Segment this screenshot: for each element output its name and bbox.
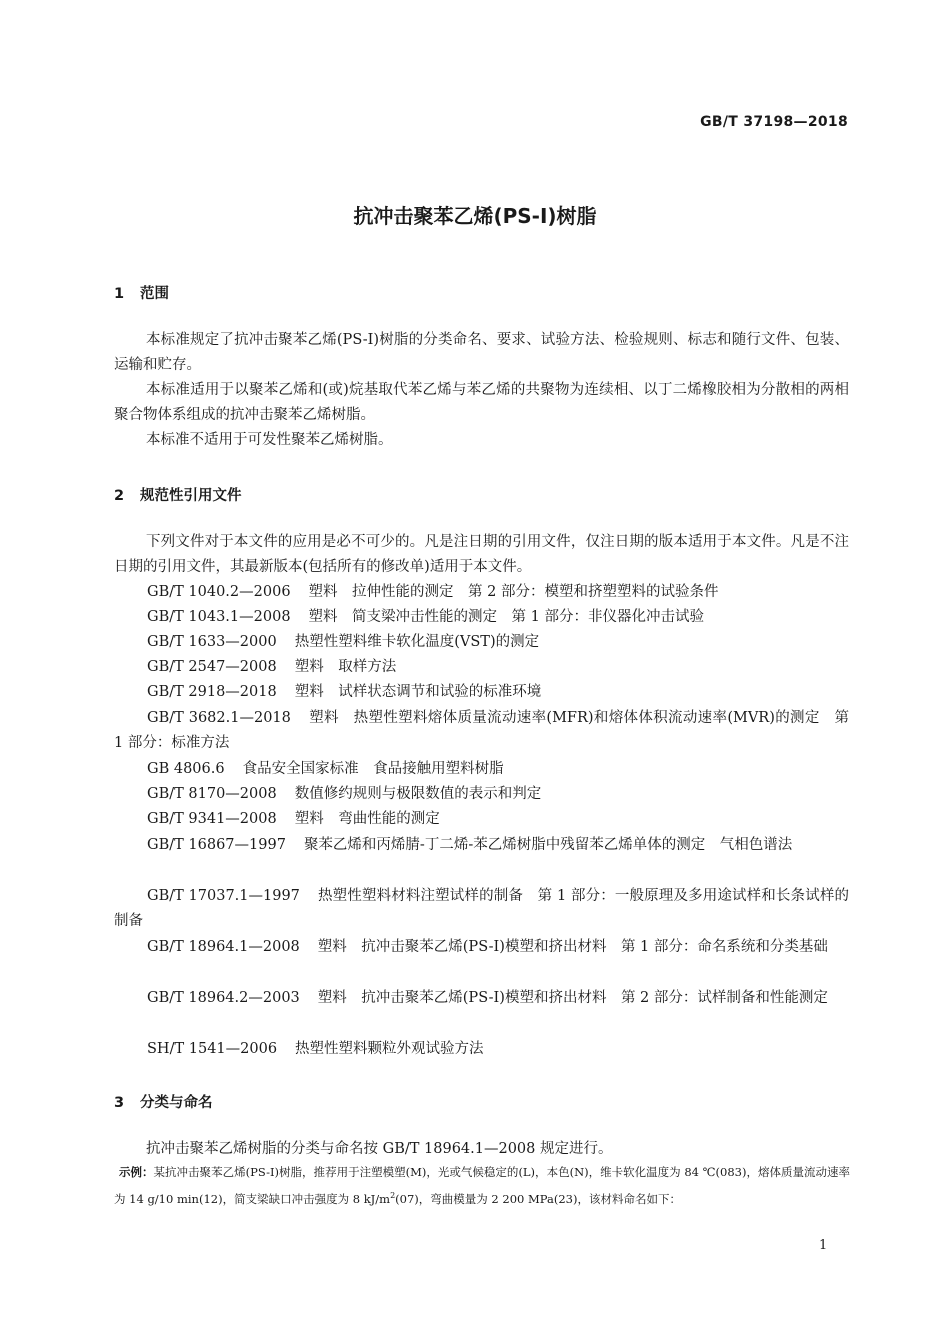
paragraph: 本标准不适用于可发性聚苯乙烯树脂。 [146,432,393,448]
example-text: 某抗冲击聚苯乙烯(PS-I)树脂，推荐用于注塑模塑(M)，光或气候稳定的(L)，本色(N)，维卡软化温度为 84 ℃(083)，熔体质量流动速率为 14 g/10 min(12)，简支梁缺口冲击强度为 8 kJ/m [114,1165,851,1206]
superscript: 2 [390,1191,396,1200]
paragraph: 下列文件对于本文件的应用是必不可少的。凡是注日期的引用文件，仅注日期的版本适用于本文件。凡是不注日期的引用文件，其最新版本(包括所有的修改单)适用于本文件。 [114,534,849,575]
example-note [114,1160,850,1211]
paragraph: 本标准规定了抗冲击聚苯乙烯(PS-I)树脂的分类命名、要求、试验方法、检验规则、标志和随行文件、包装、运输和贮存。 [114,332,849,373]
reference-code: GB/T 17037.1—1997 [147,888,300,904]
reference-code: GB/T 16867—1997 [147,837,286,853]
reference-code: GB 4806.6 [147,761,225,777]
reference-item [114,706,849,756]
section-heading-scope [114,282,169,303]
reference-code: GB/T 1043.1—2008 [147,609,291,625]
reference-code: GB/T 3682.1—2018 [147,710,291,726]
reference-title: 塑料 简支梁冲击性能的测定 第 1 部分：非仪器化冲击试验 [308,609,704,625]
reference-title: 数值修约规则与极限数值的表示和判定 [294,786,542,802]
section-heading-classification [114,1091,213,1112]
document-title: 抗冲击聚苯乙烯(PS-I)树脂 [353,204,597,228]
section-title: 范围 [140,286,169,302]
reference-item [114,935,849,960]
reference-title: 塑料 抗冲击聚苯乙烯(PS-I)模塑和挤出材料 第 1 部分：命名系统和分类基础 [317,939,828,955]
paragraph: 抗冲击聚苯乙烯树脂的分类与命名按 GB/T 18964.1—2008 规定进行。 [146,1141,613,1157]
reference-item [114,580,849,605]
reference-item [114,986,849,1011]
section-heading-normative-references [114,484,242,505]
reference-item [114,782,849,807]
reference-title: 塑料 弯曲性能的测定 [294,811,440,827]
reference-title: 塑料 热塑性塑料熔体质量流动速率(MFR)和熔体体积流动速率(MVR)的测定 第 1 部分：标准方法 [114,710,850,751]
reference-title: 食品安全国家标准 食品接触用塑料树脂 [242,761,504,777]
reference-title: 塑料 取样方法 [294,659,397,675]
section-title: 分类与命名 [140,1095,213,1111]
paragraph: 本标准适用于以聚苯乙烯和(或)烷基取代苯乙烯与苯乙烯的共聚物为连续相、以丁二烯橡胶相为分散相的两相聚合物体系组成的抗冲击聚苯乙烯树脂。 [114,382,849,423]
reference-code: SH/T 1541—2006 [147,1041,278,1057]
reference-code: GB/T 2547—2008 [147,659,277,675]
reference-code: GB/T 9341—2008 [147,811,277,827]
standard-code: GB/T 37198—2018 [700,114,848,130]
reference-title: 热塑性塑料维卡软化温度(VST)的测定 [294,634,540,650]
reference-code: GB/T 18964.2—2003 [147,990,300,1006]
reference-item [114,807,849,832]
section-title: 规范性引用文件 [140,488,242,504]
reference-item [114,630,849,655]
reference-item [114,655,849,680]
reference-title: 热塑性塑料颗粒外观试验方法 [295,1041,484,1057]
reference-code: GB/T 2918—2018 [147,684,277,700]
reference-code: GB/T 1040.2—2006 [147,584,291,600]
reference-item [114,757,849,782]
reference-title: 塑料 拉伸性能的测定 第 2 部分：模塑和挤塑塑料的试验条件 [308,584,719,600]
reference-code: GB/T 8170—2008 [147,786,277,802]
section-number: 3 [114,1095,125,1111]
reference-item [114,680,849,705]
reference-item [114,884,849,934]
reference-code: GB/T 1633—2000 [147,634,277,650]
section-number: 1 [114,286,125,302]
reference-code: GB/T 18964.1—2008 [147,939,300,955]
reference-item [114,1037,849,1062]
reference-item [114,833,849,858]
page-number: 1 [819,1238,828,1253]
reference-title: 热塑性塑料材料注塑试样的制备 第 1 部分：一般原理及多用途试样和长条试样的制备 [114,888,849,929]
reference-title: 聚苯乙烯和丙烯腈-丁二烯-苯乙烯树脂中残留苯乙烯单体的测定 气相色谱法 [303,837,793,853]
example-lead: 示例： [119,1165,154,1179]
section-number: 2 [114,488,125,504]
example-text-cont: (07)，弯曲模量为 2 200 MPa(23)，该材料命名如下： [395,1191,681,1206]
reference-title: 塑料 试样状态调节和试验的标准环境 [294,684,542,700]
reference-title: 塑料 抗冲击聚苯乙烯(PS-I)模塑和挤出材料 第 2 部分：试样制备和性能测定 [317,990,828,1006]
reference-item [114,605,849,630]
